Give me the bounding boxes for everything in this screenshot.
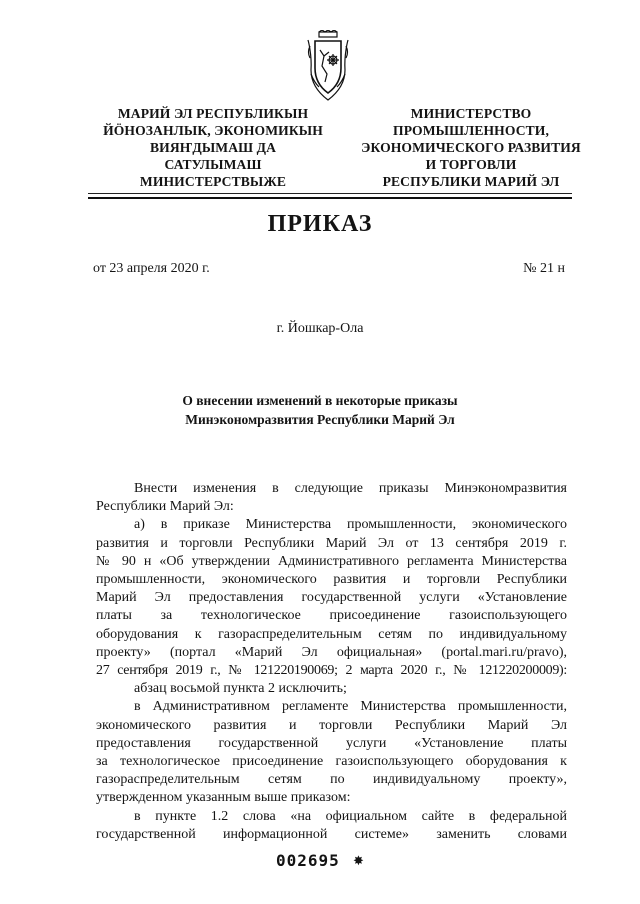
header-left-line: МАРИЙ ЭЛ РЕСПУБЛИКЫН <box>117 106 309 121</box>
header-right-line: РЕСПУБЛИКИ МАРИЙ ЭЛ <box>382 174 560 189</box>
body-line: экономического развития и торговли Республики Марий Эл <box>96 717 567 733</box>
body-line: 27 сентября 2019 г., № 121220190069; 2 марта 2020 г., № 121220200009): <box>96 663 567 679</box>
body-line: Внести изменения в следующие приказы Минэкономразвития <box>134 481 567 496</box>
body-line: государственной информационной системе» заменить словами <box>96 826 567 842</box>
ministry-name-russian <box>356 105 586 190</box>
document-body <box>96 480 567 844</box>
coat-of-arms-icon <box>302 30 354 104</box>
body-line: Марий Эл предоставления государственной услуги «Установление <box>96 590 567 606</box>
header-left-line: МИНИСТЕРСТВЫЖЕ <box>139 174 287 189</box>
body-line: развития и торговли Республики Марий Эл от 13 сентября 2019 г. <box>96 535 567 551</box>
body-line: платы за технологическое присоединение газоиспользующего <box>96 608 567 624</box>
body-line: утвержденном указанным выше приказом: <box>96 790 351 806</box>
header-left-line: ЙӦНОЗАНЛЫК, ЭКОНОМИКЫН <box>103 123 323 138</box>
header-right-line: ПРОМЫШЛЕННОСТИ, <box>393 123 549 138</box>
document-date: от 23 апреля 2020 г. <box>93 261 210 276</box>
header-right-line: И ТОРГОВЛИ <box>425 157 517 172</box>
serial-number-stamp: 002695 <box>276 851 340 870</box>
body-line: Республики Марий Эл: <box>96 499 234 515</box>
body-line: за технологическое присоединение газоиспользующего оборудования к <box>96 754 567 770</box>
document-title: ПРИКАЗ <box>267 211 373 237</box>
body-line: промышленности, экономического развития и торговли Республики <box>96 572 567 588</box>
header-right-line: МИНИСТЕРСТВО <box>410 106 532 121</box>
body-line: предоставления государственной услуги «Установление платы <box>96 735 567 751</box>
body-line: проекту» (портал «Марий Эл официальная» (portal.mari.ru/pravo), <box>96 644 567 660</box>
document-city: г. Йошкар-Ола <box>276 321 364 336</box>
stamp-seal-icon: ✸ <box>353 853 364 868</box>
body-line: в пункте 1.2 слова «на официальном сайте в федеральной <box>134 808 567 824</box>
header-divider-thick <box>88 197 572 199</box>
document-number: № 21 н <box>523 261 565 276</box>
subject-line: Минэкономразвития Республики Марий Эл <box>185 412 455 427</box>
body-line: оборудования к газораспределительным сетям по индивидуальному <box>96 626 567 642</box>
body-line: в Административном регламенте Министерства промышленности, <box>134 699 567 715</box>
header-right-line: ЭКОНОМИЧЕСКОГО РАЗВИТИЯ <box>361 140 581 155</box>
header-left-line: ВИЯҤДЫМАШ ДА <box>149 140 277 155</box>
body-line: № 90 н «Об утверждении Административного регламента Министерства <box>96 553 567 569</box>
header-divider-thin <box>88 193 572 194</box>
body-line: а) в приказе Министерства промышленности, экономического <box>134 517 567 533</box>
ministry-name-mari <box>82 105 344 190</box>
subject-line: О внесении изменений в некоторые приказы <box>182 393 458 408</box>
body-line: абзац восьмой пункта 2 исключить; <box>134 681 347 697</box>
header-left-line: САТУЛЫМАШ <box>164 157 262 172</box>
document-subject <box>150 391 490 429</box>
body-line: газораспределительным сетям по индивидуальному проекту», <box>96 772 567 788</box>
